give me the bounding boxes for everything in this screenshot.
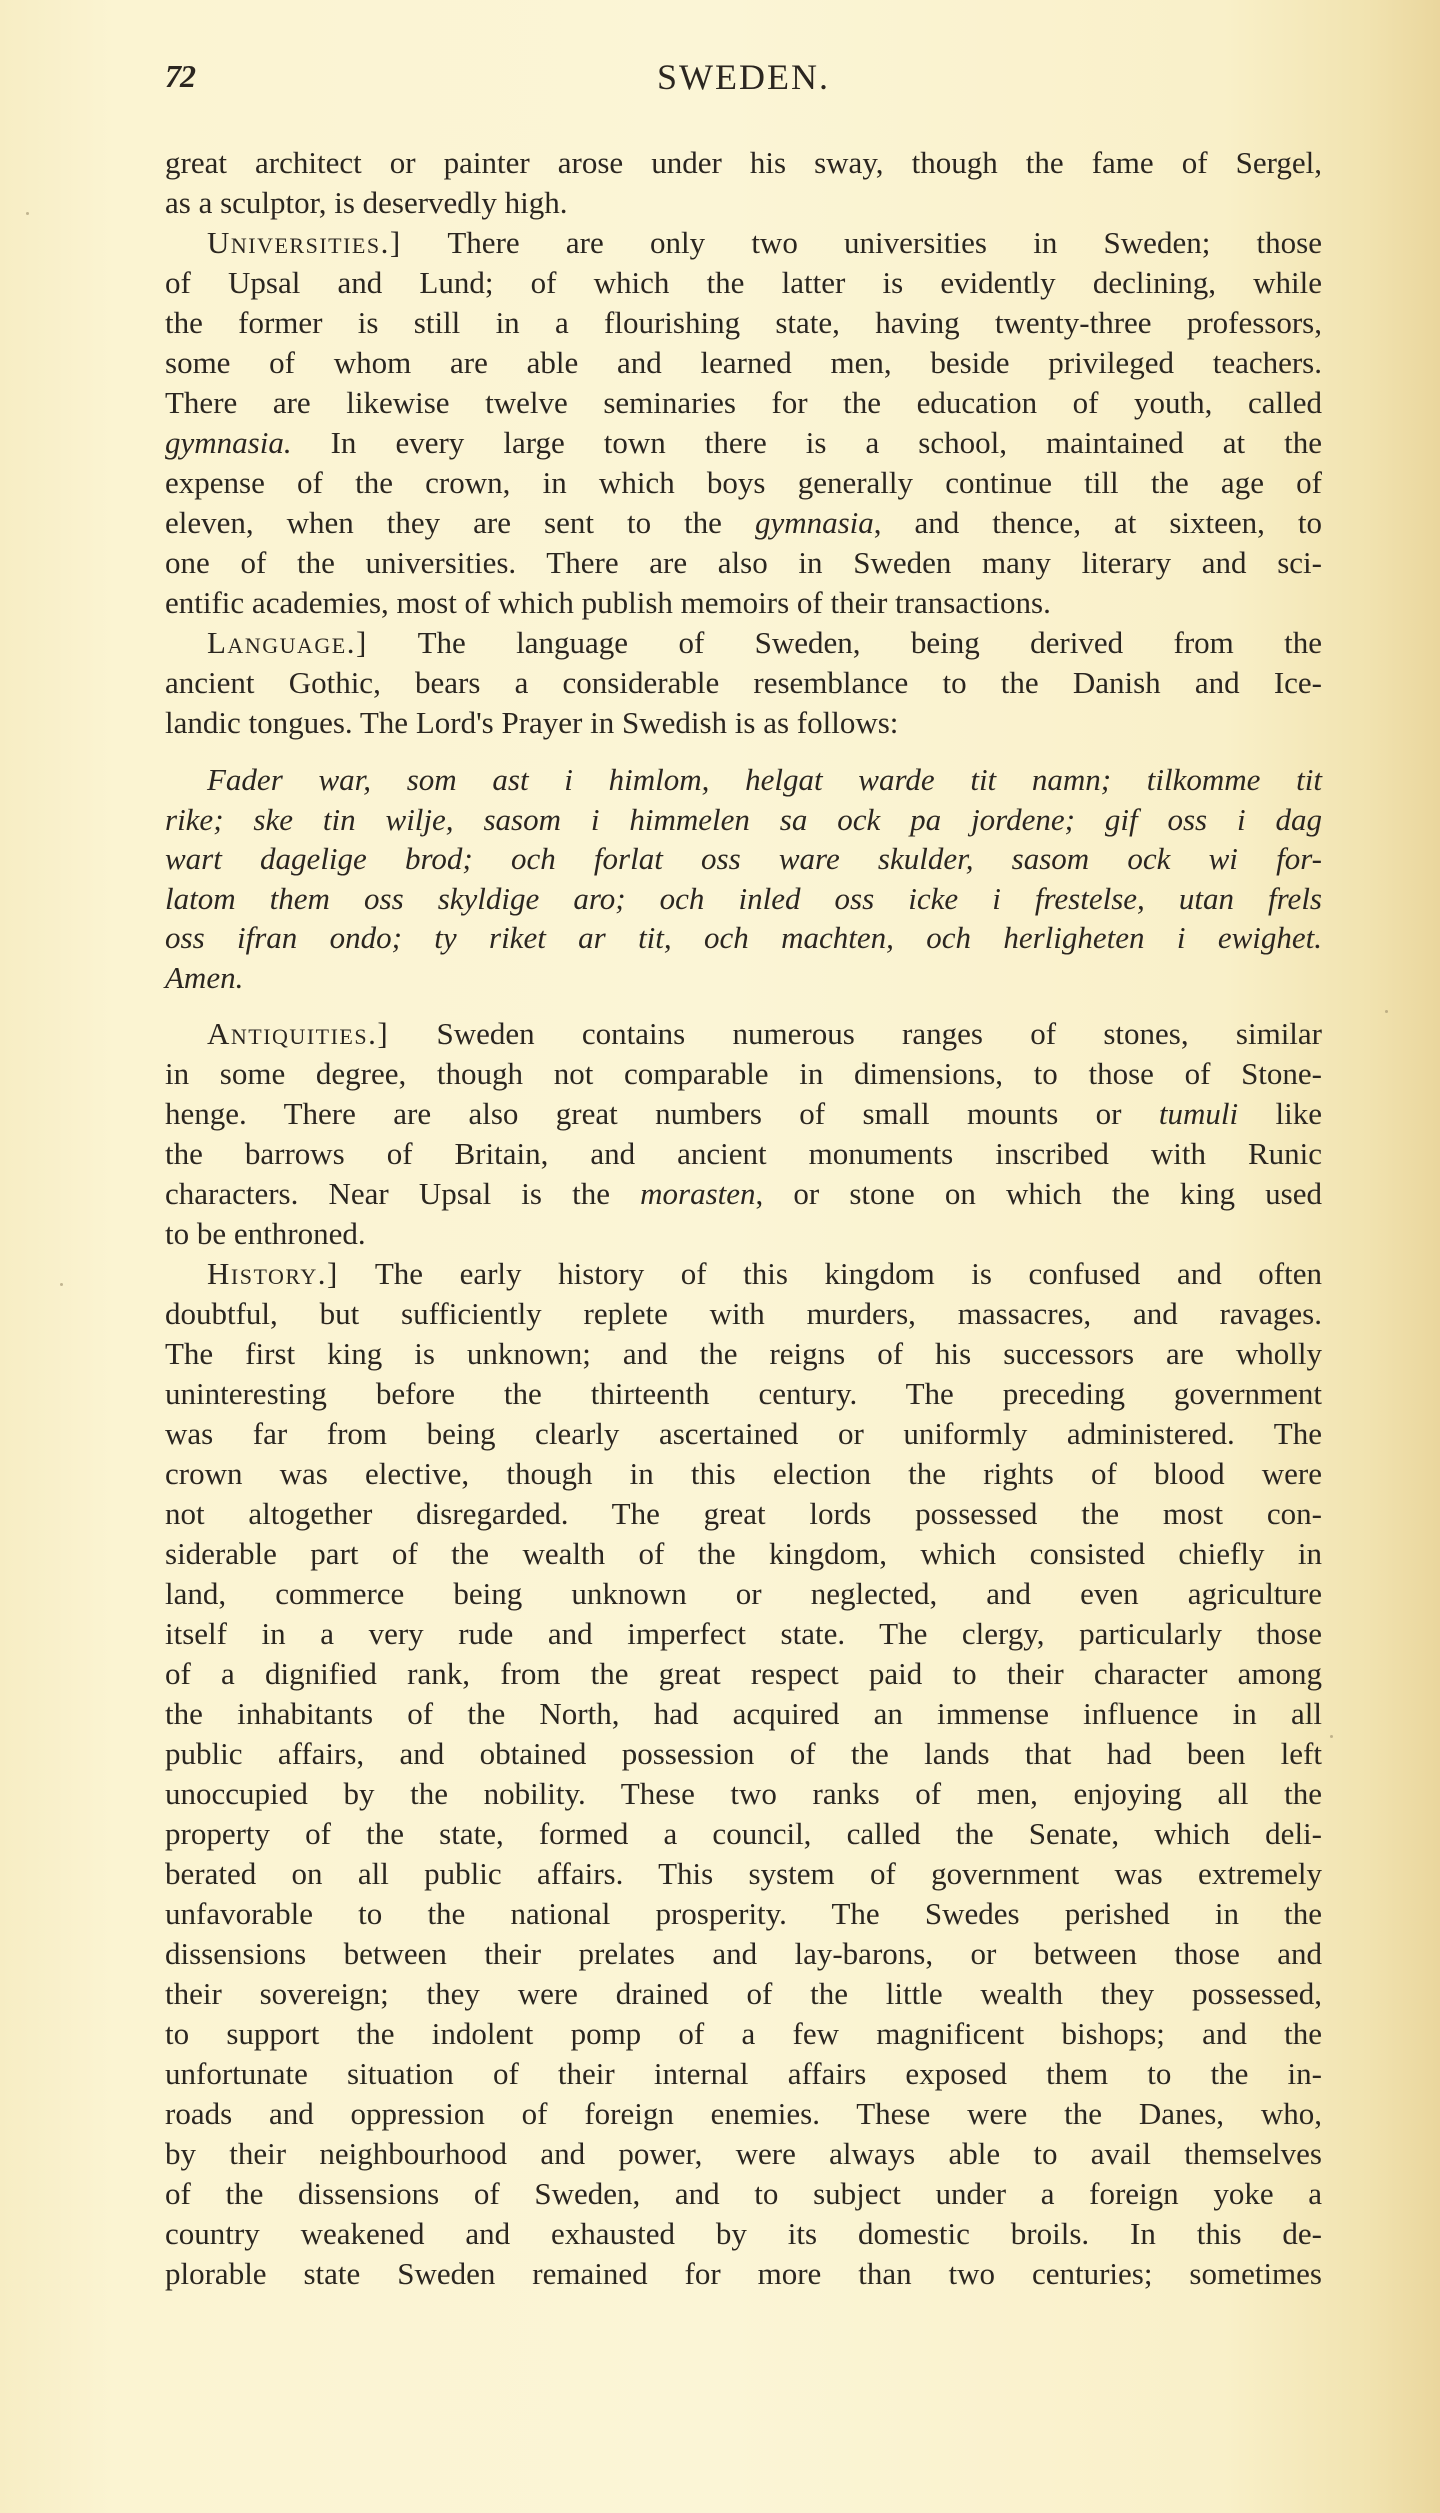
section-heading: Universities.] — [207, 225, 402, 260]
text-line — [165, 1174, 1322, 1214]
section-heading: Antiquities.] — [207, 1016, 390, 1051]
text-line — [165, 303, 1322, 343]
text-line — [165, 423, 1322, 463]
text-line — [165, 1814, 1322, 1854]
line-text: country weakened and exhausted by its domestic broils. In this de- — [165, 2216, 1322, 2251]
text-line — [165, 1694, 1322, 1734]
text-line — [165, 1614, 1322, 1654]
line-text: in some degree, though not comparable in dimensions, to those of Stone- — [165, 1056, 1322, 1091]
line-text: Fader war, som ast i himlom, helgat warde tit namn; tilkomme tit — [207, 762, 1322, 797]
text-line — [165, 1494, 1322, 1534]
text-line — [165, 839, 1322, 879]
italic-term: morasten — [640, 1176, 756, 1211]
paragraph-lords-prayer — [165, 760, 1322, 997]
text-line — [165, 1574, 1322, 1614]
text-line — [165, 2054, 1322, 2094]
line-text: of Upsal and Lund; of which the latter is evidently declining, while — [165, 265, 1322, 300]
text-line — [165, 463, 1322, 503]
text-line — [165, 1534, 1322, 1574]
text-line — [165, 583, 1322, 623]
line-text: of the dissensions of Sweden, and to subject under a foreign yoke a — [165, 2176, 1322, 2211]
line-text: Amen. — [165, 959, 244, 995]
text-line — [165, 1014, 1322, 1054]
text-line — [165, 663, 1322, 703]
text-line — [165, 1374, 1322, 1414]
paragraph-universities — [165, 223, 1322, 623]
italic-term: gymnasia. — [165, 425, 292, 460]
text-line — [165, 543, 1322, 583]
text-line — [165, 760, 1322, 800]
line-text: to be enthroned. — [165, 1216, 366, 1251]
line-text: latom them oss skyldige aro; och inled oss icke i frestelse, utan frels — [165, 880, 1322, 916]
line-text: Sweden contains numerous ranges of stones, similar — [436, 1016, 1322, 1051]
line-text: rike; ske tin wilje, sasom i himmelen sa ock pa jordene; gif oss i dag — [165, 801, 1322, 837]
line-text: eleven, when they are sent to the — [165, 505, 755, 540]
paper-speck — [1330, 1735, 1333, 1738]
text-line — [165, 1414, 1322, 1454]
text-line — [165, 1854, 1322, 1894]
line-text: The first king is unknown; and the reigns of his successors are wholly — [165, 1336, 1322, 1371]
line-text: like — [1238, 1096, 1322, 1131]
text-line — [165, 879, 1322, 919]
text-line — [165, 503, 1322, 543]
line-text: characters. Near Upsal is the — [165, 1176, 641, 1211]
line-text: entific academies, most of which publish memoirs of their transactions. — [165, 585, 1051, 620]
line-text: to support the indolent pomp of a few magnificent bishops; and the — [165, 2016, 1322, 2051]
line-text: unfortunate situation of their internal affairs exposed them to the in- — [165, 2056, 1322, 2091]
text-line — [165, 223, 1322, 263]
text-line — [165, 1654, 1322, 1694]
line-text: by their neighbourhood and power, were always able to avail themselves — [165, 2136, 1322, 2171]
section-heading: History.] — [207, 1256, 339, 1291]
line-text: itself in a very rude and imperfect state. The clergy, particularly those — [165, 1616, 1322, 1651]
line-text: roads and oppression of foreign enemies. These were the Danes, who, — [165, 2096, 1322, 2131]
text-line — [165, 918, 1322, 958]
text-line — [165, 1894, 1322, 1934]
text-line — [165, 143, 1322, 183]
page-number: 72 — [165, 58, 195, 94]
paper-speck — [60, 1283, 63, 1286]
line-text: There are likewise twelve seminaries for the education of youth, called — [165, 385, 1322, 420]
text-line — [165, 2214, 1322, 2254]
line-text: There are only two universities in Sweden; those — [447, 225, 1322, 260]
line-text: the former is still in a flourishing state, having twenty-three professors, — [165, 305, 1322, 340]
text-line — [165, 1254, 1322, 1294]
line-text: In every large town there is a school, maintained at the — [291, 425, 1322, 460]
line-text: berated on all public affairs. This system of government was extremely — [165, 1856, 1322, 1891]
line-text: , or stone on which the king used — [755, 1176, 1322, 1211]
line-text: The early history of this kingdom is confused and often — [374, 1256, 1322, 1291]
paragraph-history — [165, 1254, 1322, 2294]
line-text: dissensions between their prelates and lay-barons, or between those and — [165, 1936, 1322, 1971]
text-line — [165, 1134, 1322, 1174]
italic-term: gymnasia — [754, 505, 874, 540]
paper-speck — [1385, 1010, 1388, 1013]
line-text: unoccupied by the nobility. These two ranks of men, enjoying all the — [165, 1776, 1322, 1811]
line-text: not altogether disregarded. The great lords possessed the most con- — [165, 1496, 1322, 1531]
line-text: The language of Sweden, being derived from the — [417, 625, 1322, 660]
line-text: great architect or painter arose under his sway, though the fame of Sergel, — [165, 145, 1322, 180]
line-text: public affairs, and obtained possession of the lands that had been left — [165, 1736, 1322, 1771]
text-line — [165, 2134, 1322, 2174]
running-title: SWEDEN. — [657, 57, 830, 97]
text-line — [165, 1774, 1322, 1814]
line-text: crown was elective, though in this election the rights of blood were — [165, 1456, 1322, 1491]
line-text: expense of the crown, in which boys generally continue till the age of — [165, 465, 1322, 500]
text-line — [165, 1334, 1322, 1374]
line-text: , and thence, at sixteen, to — [873, 505, 1322, 540]
line-text: uninteresting before the thirteenth century. The preceding government — [165, 1376, 1322, 1411]
line-text: of a dignified rank, from the great respect paid to their character among — [165, 1656, 1322, 1691]
line-text: unfavorable to the national prosperity. The Swedes perished in the — [165, 1896, 1322, 1931]
paragraph-p0 — [165, 143, 1322, 223]
section-heading: Language.] — [207, 625, 368, 660]
line-text: the inhabitants of the North, had acquired an immense influence in all — [165, 1696, 1322, 1731]
text-line — [165, 623, 1322, 663]
line-text: property of the state, formed a council, called the Senate, which deli- — [165, 1816, 1322, 1851]
line-text: one of the universities. There are also in Sweden many literary and sci- — [165, 545, 1322, 580]
text-line — [165, 383, 1322, 423]
text-line — [165, 2094, 1322, 2134]
text-line — [165, 1094, 1322, 1134]
text-line — [165, 1934, 1322, 1974]
running-head — [165, 52, 1322, 96]
line-text: henge. There are also great numbers of small mounts or — [165, 1096, 1159, 1131]
text-line — [165, 1454, 1322, 1494]
text-line — [165, 2254, 1322, 2294]
line-text: landic tongues. The Lord's Prayer in Swedish is as follows: — [165, 705, 899, 740]
text-line — [165, 183, 1322, 223]
line-text: their sovereign; they were drained of the little wealth they possessed, — [165, 1976, 1322, 2011]
line-text: land, commerce being unknown or neglected, and even agriculture — [165, 1576, 1322, 1611]
line-text: oss ifran ondo; ty riket ar tit, och machten, och herligheten i ewighet. — [165, 920, 1322, 955]
line-text: siderable part of the wealth of the kingdom, which consisted chiefly in — [165, 1536, 1322, 1571]
paragraph-language — [165, 623, 1322, 743]
text-line — [165, 343, 1322, 383]
body-text — [165, 143, 1322, 2294]
text-line — [165, 1734, 1322, 1774]
line-text: plorable state Sweden remained for more than two centuries; sometimes — [165, 2256, 1322, 2291]
line-text: as a sculptor, is deservedly high. — [165, 185, 568, 220]
line-text: the barrows of Britain, and ancient monuments inscribed with Runic — [165, 1136, 1322, 1171]
text-line — [165, 263, 1322, 303]
text-line — [165, 703, 1322, 743]
line-text: ancient Gothic, bears a considerable resemblance to the Danish and Ice- — [165, 665, 1322, 700]
text-line — [165, 1974, 1322, 2014]
line-text: wart dagelige brod; och forlat oss ware skulder, sasom ock wi for- — [165, 841, 1322, 876]
paper-speck — [26, 212, 29, 215]
text-line — [165, 958, 1322, 998]
text-line — [165, 1294, 1322, 1334]
text-line — [165, 1214, 1322, 1254]
text-line — [165, 2174, 1322, 2214]
text-line — [165, 1054, 1322, 1094]
line-text: some of whom are able and learned men, beside privileged teachers. — [165, 345, 1322, 380]
text-line — [165, 800, 1322, 840]
line-text: doubtful, but sufficiently replete with murders, massacres, and ravages. — [165, 1296, 1322, 1331]
line-text: was far from being clearly ascertained or uniformly administered. The — [165, 1416, 1322, 1451]
paragraph-antiquities — [165, 1014, 1322, 1254]
text-line — [165, 2014, 1322, 2054]
italic-term: tumuli — [1158, 1096, 1239, 1131]
